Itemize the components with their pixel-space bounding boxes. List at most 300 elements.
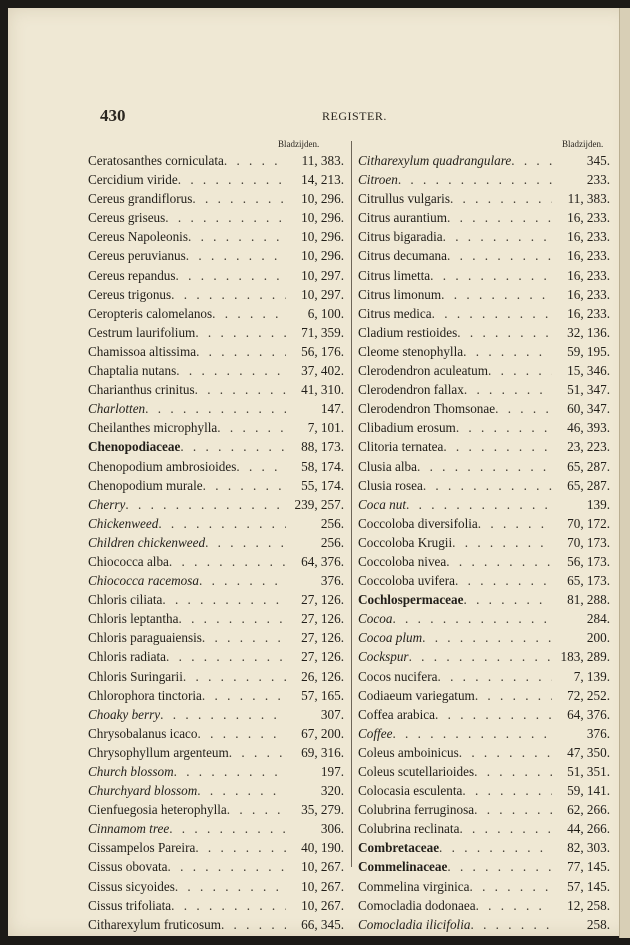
index-entry	[358, 246, 610, 265]
entry-pages: 256.	[320, 515, 344, 531]
leader-dots	[462, 781, 552, 800]
leader-dots	[176, 361, 286, 380]
leader-dots	[221, 915, 286, 934]
index-entry	[358, 380, 610, 399]
leader-dots	[456, 418, 552, 437]
leader-dots	[417, 457, 552, 476]
leader-dots	[199, 571, 286, 590]
index-entry	[358, 590, 610, 609]
entry-pages: 376.	[320, 573, 344, 589]
leader-dots	[406, 495, 552, 514]
entry-pages: 66, 345.	[301, 916, 344, 932]
entry-pages: 256.	[320, 534, 344, 550]
entry-name: Chloris paraguaiensis	[88, 630, 202, 646]
leader-dots	[195, 838, 286, 857]
index-entry	[88, 800, 344, 819]
leader-dots	[439, 838, 552, 857]
entry-pages: 16, 233.	[567, 229, 610, 245]
entry-pages: 69, 316.	[301, 744, 344, 760]
leader-dots	[202, 686, 286, 705]
index-entry	[88, 552, 344, 571]
entry-pages: 58, 174.	[301, 458, 344, 474]
entry-pages: 65, 287.	[567, 458, 610, 474]
entry-pages: 7, 139.	[573, 668, 610, 684]
leader-dots	[165, 208, 286, 227]
entry-pages: 6, 100.	[307, 305, 344, 321]
entry-name: Cochlospermaceae	[358, 592, 464, 608]
entry-name: Cocos nucifera	[358, 668, 438, 684]
index-entry	[88, 762, 344, 781]
index-entry	[88, 628, 344, 647]
index-entry	[88, 819, 344, 838]
entry-pages: 27, 126.	[301, 630, 344, 646]
entry-pages: 65, 287.	[567, 477, 610, 493]
entry-name: Charianthus crinitus	[88, 382, 195, 398]
entry-pages: 14, 213.	[301, 172, 344, 188]
entry-pages: 57, 145.	[567, 878, 610, 894]
entry-pages: 72, 252.	[567, 687, 610, 703]
entry-pages: 10, 296.	[301, 248, 344, 264]
leader-dots	[205, 533, 286, 552]
entry-name: Cockspur	[358, 649, 409, 665]
index-entry	[358, 838, 610, 857]
index-entry	[88, 609, 344, 628]
entry-name: Cissus sicyoides	[88, 878, 175, 894]
leader-dots	[457, 323, 552, 342]
leader-dots	[169, 819, 286, 838]
entry-name: Chloris leptantha	[88, 611, 179, 627]
entry-name: Commelinaceae	[358, 859, 448, 875]
entry-name: Coleus scutellarioides	[358, 764, 475, 779]
entry-pages: 56, 176.	[301, 343, 344, 359]
leader-dots	[174, 762, 286, 781]
leader-dots	[441, 285, 552, 304]
entry-pages: 16, 233.	[567, 305, 610, 321]
page-number: 430	[100, 106, 126, 125]
index-entry	[358, 399, 610, 418]
entry-pages: 47, 350.	[567, 744, 610, 760]
entry-pages: 23, 223.	[567, 439, 610, 455]
index-entry	[88, 189, 344, 208]
index-entry	[88, 647, 344, 666]
index-entry	[358, 342, 610, 361]
leader-dots	[422, 628, 552, 647]
leader-dots	[236, 457, 286, 476]
leader-dots	[195, 380, 286, 399]
index-entry	[358, 857, 610, 876]
leader-dots	[171, 896, 286, 915]
entry-name: Comocladia ilicifolia	[358, 916, 471, 932]
entry-name: Coccoloba diversifolia	[358, 515, 478, 531]
entry-pages: 62, 266.	[567, 802, 610, 818]
leader-dots	[475, 686, 552, 705]
entry-name: Coleus amboinicus	[358, 744, 459, 760]
entry-pages: 16, 233.	[567, 210, 610, 226]
leader-dots	[443, 437, 552, 456]
leader-dots	[459, 819, 552, 838]
leader-dots	[162, 590, 286, 609]
entry-name: Chenopodium ambrosioides	[88, 458, 237, 474]
leader-dots	[392, 724, 552, 743]
index-entry	[88, 246, 344, 265]
index-entry	[358, 609, 610, 628]
entry-pages: 10, 297.	[301, 267, 344, 283]
entry-name: Coccoloba Krugii	[358, 534, 453, 550]
entry-pages: 10, 296.	[301, 229, 344, 245]
index-entry	[358, 896, 610, 915]
entry-name: Citrus aurantium	[358, 210, 448, 226]
entry-name: Charlotten	[88, 401, 146, 417]
leader-dots	[171, 285, 286, 304]
entry-pages: 64, 376.	[301, 553, 344, 569]
index-entry	[358, 227, 610, 246]
leader-dots	[195, 323, 286, 342]
left-column-heading: Bladzijden.	[278, 139, 320, 149]
index-entry	[358, 170, 610, 189]
leader-dots	[197, 781, 286, 800]
index-entry	[88, 743, 344, 762]
entry-pages: 376.	[586, 725, 610, 741]
entry-name: Chloris radiata	[88, 649, 167, 665]
entry-name: Chamissoa altissima	[88, 343, 197, 359]
index-entry	[358, 819, 610, 838]
entry-name: Chlorophora tinctoria	[88, 687, 202, 703]
leader-dots	[459, 743, 552, 762]
index-entry	[358, 686, 610, 705]
index-entry	[358, 304, 610, 323]
entry-pages: 284.	[586, 611, 610, 627]
entry-pages: 233.	[586, 172, 610, 188]
entry-name: Citharexylum quadrangulare	[358, 153, 512, 168]
index-entry	[358, 266, 610, 285]
leader-dots	[450, 189, 552, 208]
index-entry	[88, 533, 344, 552]
index-entry	[88, 170, 344, 189]
leader-dots	[224, 151, 286, 170]
index-entry	[88, 476, 344, 495]
entry-pages: 345.	[586, 153, 610, 168]
entry-name: Cereus peruvianus	[88, 248, 186, 264]
leader-dots	[435, 705, 552, 724]
entry-name: Cinnamom tree	[88, 821, 170, 837]
index-entry	[358, 533, 610, 552]
book-page	[8, 8, 630, 936]
entry-pages: 70, 173.	[567, 534, 610, 550]
entry-name: Coccoloba nivea	[358, 553, 447, 569]
right-index-column	[358, 151, 610, 934]
leader-dots	[469, 877, 552, 896]
index-entry	[88, 590, 344, 609]
entry-pages: 70, 172.	[567, 515, 610, 531]
entry-name: Clibadium erosum	[358, 420, 456, 436]
entry-name: Cereus Napoleonis	[88, 229, 188, 245]
entry-name: Codiaeum variegatum	[358, 687, 475, 703]
entry-name: Citrus limetta	[358, 267, 431, 283]
entry-name: Citrus decumana	[358, 248, 447, 264]
entry-pages: 59, 141.	[567, 783, 610, 799]
leader-dots	[212, 304, 286, 323]
entry-name: Chenopodiaceae	[88, 439, 181, 455]
entry-pages: 57, 165.	[301, 687, 344, 703]
entry-pages: 44, 266.	[567, 821, 610, 837]
index-entry	[358, 514, 610, 533]
index-entry	[358, 189, 610, 208]
index-entry	[88, 304, 344, 323]
leader-dots	[474, 800, 552, 819]
leader-dots	[160, 705, 286, 724]
entry-name: Cercidium viride	[88, 172, 178, 188]
entry-pages: 139.	[586, 496, 610, 512]
entry-name: Clerodendron aculeatum	[358, 363, 488, 379]
leader-dots	[463, 342, 552, 361]
leader-dots	[125, 495, 286, 514]
leader-dots	[168, 857, 287, 876]
leader-dots	[464, 380, 552, 399]
leader-dots	[192, 189, 286, 208]
entry-pages: 71, 359.	[301, 324, 344, 340]
index-entry	[88, 838, 344, 857]
entry-pages: 307.	[320, 706, 344, 722]
index-entry	[358, 476, 610, 495]
index-entry	[88, 571, 344, 590]
index-entry	[358, 208, 610, 227]
entry-pages: 7, 101.	[307, 420, 344, 436]
leader-dots	[455, 571, 552, 590]
entry-pages: 183, 289.	[560, 649, 610, 665]
entry-pages: 46, 393.	[567, 420, 610, 436]
entry-name: Cherry	[88, 496, 126, 512]
entry-name: Coffea arabica	[358, 706, 435, 722]
index-entry	[358, 552, 610, 571]
entry-pages: 16, 233.	[567, 286, 610, 302]
index-entry	[358, 437, 610, 456]
leader-dots	[198, 724, 287, 743]
leader-dots	[186, 246, 286, 265]
entry-pages: 88, 173.	[301, 439, 344, 455]
index-entry	[88, 285, 344, 304]
index-entry	[88, 915, 344, 934]
leader-dots	[409, 647, 552, 666]
index-entry	[88, 266, 344, 285]
index-entry	[88, 151, 344, 170]
index-entry	[88, 705, 344, 724]
index-entry	[88, 457, 344, 476]
entry-pages: 51, 351.	[567, 764, 610, 779]
entry-pages: 12, 258.	[567, 897, 610, 913]
leader-dots	[437, 667, 552, 686]
leader-dots	[166, 647, 286, 666]
entry-name: Cereus griseus	[88, 210, 166, 226]
index-entry	[88, 380, 344, 399]
entry-pages: 51, 347.	[567, 382, 610, 398]
index-entry	[88, 399, 344, 418]
index-entry	[88, 877, 344, 896]
index-entry	[358, 877, 610, 896]
entry-name: Colubrina ferruginosa	[358, 802, 475, 818]
index-entry	[88, 208, 344, 227]
entry-pages: 11, 383.	[567, 191, 610, 207]
leader-dots	[392, 609, 552, 628]
entry-name: Coffee	[358, 725, 393, 741]
entry-name: Clusia alba	[358, 458, 417, 474]
entry-pages: 67, 200.	[301, 725, 344, 741]
entry-pages: 82, 303.	[567, 840, 610, 856]
entry-name: Churchyard blossom	[88, 783, 198, 799]
running-title: REGISTER.	[322, 109, 387, 123]
index-entry	[358, 418, 610, 437]
right-column-heading: Bladzijden.	[562, 139, 604, 149]
entry-pages: 10, 267.	[301, 897, 344, 913]
index-entry	[88, 342, 344, 361]
entry-pages: 27, 126.	[301, 592, 344, 608]
leader-dots	[188, 227, 286, 246]
leader-dots	[511, 151, 552, 170]
entry-pages: 65, 173.	[567, 573, 610, 589]
index-entry	[358, 724, 610, 743]
index-entry	[88, 896, 344, 915]
leader-dots	[398, 170, 552, 189]
entry-pages: 32, 136.	[567, 324, 610, 340]
entry-pages: 320.	[320, 783, 344, 799]
column-divider	[351, 141, 352, 867]
entry-name: Citrullus vulgaris	[358, 191, 450, 207]
entry-name: Clusia rosea	[358, 477, 423, 493]
entry-name: Citrus medica	[358, 305, 432, 321]
entry-name: Clerodendron fallax	[358, 382, 464, 398]
entry-pages: 40, 190.	[301, 840, 344, 856]
entry-name: Ceratosanthes corniculata	[88, 153, 224, 168]
entry-pages: 55, 174.	[301, 477, 344, 493]
index-entry	[88, 227, 344, 246]
index-entry	[358, 781, 610, 800]
entry-name: Church blossom	[88, 764, 174, 779]
entry-name: Citrus limonum	[358, 286, 442, 302]
entry-pages: 15, 346.	[567, 363, 610, 379]
index-entry	[358, 800, 610, 819]
leader-dots	[180, 437, 286, 456]
entry-name: Clerodendron Thomsonae	[358, 401, 496, 417]
index-entry	[358, 285, 610, 304]
leader-dots	[447, 208, 552, 227]
entry-name: Ceropteris calomelanos	[88, 305, 213, 321]
index-entry	[88, 857, 344, 876]
index-entry	[358, 628, 610, 647]
leader-dots	[169, 552, 286, 571]
leader-dots	[488, 361, 552, 380]
entry-name: Cleome stenophylla	[358, 343, 464, 359]
entry-pages: 64, 376.	[567, 706, 610, 722]
entry-name: Chloris Suringarii	[88, 668, 183, 684]
entry-name: Coccoloba uvifera	[358, 573, 456, 589]
entry-pages: 37, 402.	[301, 363, 344, 379]
index-entry	[88, 495, 344, 514]
left-index-column	[88, 151, 344, 934]
entry-pages: 239, 257.	[294, 496, 344, 512]
index-entry	[358, 667, 610, 686]
entry-name: Coca nut	[358, 496, 406, 512]
entry-name: Cocoa	[358, 611, 393, 627]
leader-dots	[495, 399, 552, 418]
adjacent-page-edge	[619, 8, 630, 938]
entry-pages: 27, 126.	[301, 649, 344, 665]
index-entry	[358, 361, 610, 380]
entry-name: Chloris ciliata	[88, 592, 163, 608]
entry-pages: 200.	[586, 630, 610, 646]
entry-name: Chaptalia nutans	[88, 363, 177, 379]
leader-dots	[176, 266, 286, 285]
entry-name: Chiococca racemosa	[88, 573, 199, 589]
entry-pages: 27, 126.	[301, 611, 344, 627]
entry-pages: 26, 126.	[301, 668, 344, 684]
index-entry	[88, 437, 344, 456]
entry-pages: 16, 233.	[567, 248, 610, 264]
entry-name: Chrysobalanus icaco	[88, 725, 198, 741]
entry-name: Clitoria ternatea	[358, 439, 444, 455]
entry-pages: 11, 383.	[301, 153, 344, 168]
leader-dots	[432, 304, 552, 323]
entry-name: Cereus repandus	[88, 267, 176, 283]
leader-dots	[423, 476, 552, 495]
index-entry	[358, 647, 610, 666]
leader-dots	[145, 399, 286, 418]
index-entry	[88, 323, 344, 342]
index-entry	[88, 361, 344, 380]
entry-pages: 56, 173.	[567, 553, 610, 569]
leader-dots	[178, 170, 286, 189]
entry-pages: 147.	[320, 401, 344, 417]
entry-pages: 306.	[320, 821, 344, 837]
entry-pages: 258.	[586, 916, 610, 932]
entry-pages: 10, 267.	[301, 859, 344, 875]
entry-name: Chiococca alba	[88, 553, 169, 569]
entry-name: Colubrina reclinata	[358, 821, 460, 837]
entry-pages: 10, 296.	[301, 210, 344, 226]
entry-name: Cissus trifoliata	[88, 897, 172, 913]
entry-name: Citrus bigaradia	[358, 229, 443, 245]
leader-dots	[470, 915, 552, 934]
entry-name: Cissus obovata	[88, 859, 168, 875]
entry-name: Cheilanthes microphylla	[88, 420, 218, 436]
entry-name: Chenopodium murale	[88, 477, 203, 493]
leader-dots	[183, 667, 286, 686]
index-entry	[88, 724, 344, 743]
entry-name: Cocoa plum	[358, 630, 423, 646]
leader-dots	[447, 857, 552, 876]
leader-dots	[452, 533, 552, 552]
leader-dots	[217, 418, 286, 437]
leader-dots	[178, 609, 286, 628]
index-entry	[88, 514, 344, 533]
entry-pages: 10, 297.	[301, 286, 344, 302]
index-entry	[358, 915, 610, 934]
entry-pages: 60, 347.	[567, 401, 610, 417]
leader-dots	[227, 800, 286, 819]
entry-pages: 77, 145.	[567, 859, 610, 875]
index-entry	[88, 686, 344, 705]
index-entry	[358, 495, 610, 514]
entry-pages: 35, 279.	[301, 802, 344, 818]
entry-name: Combretaceae	[358, 840, 440, 856]
leader-dots	[478, 514, 552, 533]
leader-dots	[430, 266, 552, 285]
leader-dots	[158, 514, 286, 533]
index-entry	[88, 667, 344, 686]
leader-dots	[446, 552, 552, 571]
entry-name: Colocasia esculenta	[358, 783, 463, 799]
entry-pages: 10, 296.	[301, 191, 344, 207]
entry-name: Cissampelos Pareira	[88, 840, 196, 856]
entry-name: Cienfuegosia heterophylla	[88, 802, 227, 818]
